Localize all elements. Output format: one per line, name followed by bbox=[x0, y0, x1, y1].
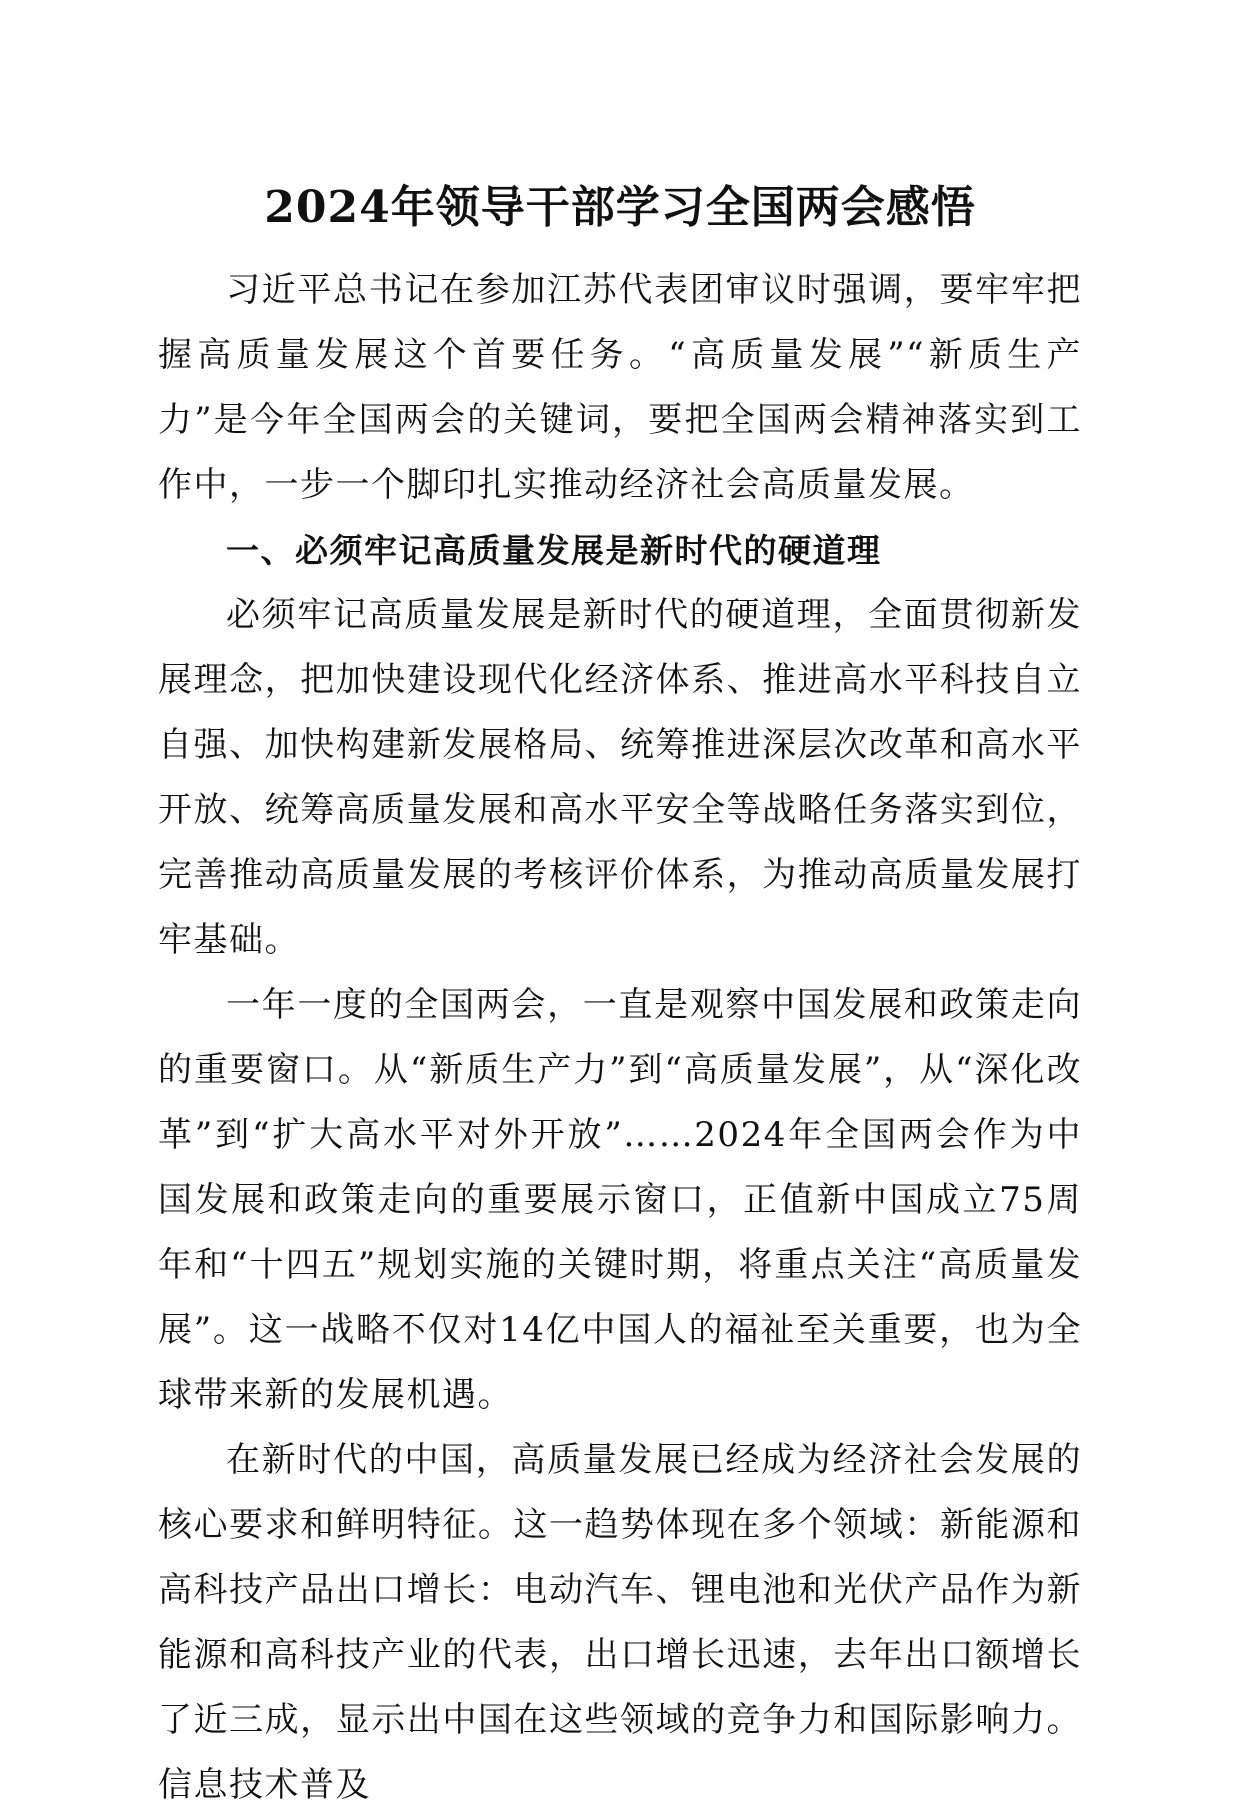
paragraph-intro: 习近平总书记在参加江苏代表团审议时强调，要牢牢把握高质量发展这个首要任务。“高质量发展”“新质生产力”是今年全国两会的关键词，要把全国两会精神落实到工作中，一步一个脚印扎实推动经济社会高质量发展。 bbox=[158, 270, 1082, 505]
paragraph-new-era: 在新时代的中国，高质量发展已经成为经济社会发展的核心要求和鲜明特征。这一趋势体现在多个领域：新能源和高科技产品出口增长：电动汽车、锂电池和光伏产品作为新能源和高科技产业的代表，出口增长迅速，去年出口额增长了近三成，显示出中国在这些领域的竞争力和国际影响力。信息技术普及 bbox=[158, 1440, 1082, 1805]
section-heading-1: 一、必须牢记高质量发展是新时代的硬道理 bbox=[226, 531, 882, 570]
document-title: 2024年领导干部学习全国两会感悟 bbox=[264, 182, 976, 233]
paragraph-two-sessions: 一年一度的全国两会，一直是观察中国发展和政策走向的重要窗口。从“新质生产力”到“高质量发展”，从“深化改革”到“扩大高水平对外开放”……2024年全国两会作为中国发展和政策走向的重要展示窗口，正值新中国成立75周年和“十四五”规划实施的关键时期，将重点关注“高质量发展”。这一战略不仅对14亿中国人的福祉至关重要，也为全球带来新的发展机遇。 bbox=[158, 985, 1082, 1415]
paragraph-section-1: 必须牢记高质量发展是新时代的硬道理，全面贯彻新发展理念，把加快建设现代化经济体系、推进高水平科技自立自强、加快构建新发展格局、统筹推进深层次改革和高水平开放、统筹高质量发展和高水平安全等战略任务落实到位，完善推动高质量发展的考核评价体系，为推动高质量发展打牢基础。 bbox=[158, 595, 1082, 960]
document-body bbox=[158, 258, 1082, 1818]
